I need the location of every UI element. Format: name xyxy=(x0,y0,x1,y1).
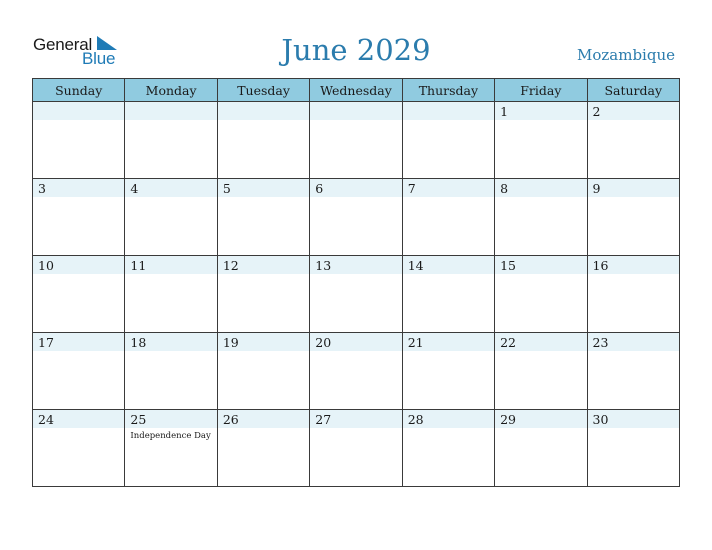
day-number: 17 xyxy=(38,335,54,350)
weekday-header: Thursday xyxy=(402,79,494,102)
week-row xyxy=(33,102,680,179)
day-number: 15 xyxy=(500,258,517,273)
day-cell xyxy=(495,102,587,179)
day-number: 6 xyxy=(315,181,324,196)
weekday-header: Tuesday xyxy=(217,79,309,102)
day-band xyxy=(33,179,124,197)
day-cell xyxy=(402,333,494,410)
day-cell xyxy=(310,410,402,487)
day-number: 2 xyxy=(592,104,601,119)
day-number: 18 xyxy=(130,335,147,350)
weekday-header: Monday xyxy=(125,79,217,102)
day-number: 29 xyxy=(500,412,517,427)
day-number: 23 xyxy=(592,335,609,350)
day-cell xyxy=(310,256,402,333)
day-cell xyxy=(217,179,309,256)
day-number: 12 xyxy=(222,258,239,273)
day-number: 14 xyxy=(407,258,424,273)
day-number: 8 xyxy=(500,181,509,196)
day-number: 1 xyxy=(500,104,509,119)
day-number: 26 xyxy=(222,412,239,427)
day-number: 11 xyxy=(130,258,147,273)
day-cell xyxy=(402,410,494,487)
day-cell xyxy=(217,102,309,179)
week-row xyxy=(33,333,680,410)
day-cell xyxy=(33,179,125,256)
page-title: June 2029 xyxy=(281,33,431,67)
day-band xyxy=(588,179,679,197)
day-cell xyxy=(587,179,679,256)
weekday-header: Friday xyxy=(495,79,587,102)
day-band xyxy=(310,102,401,120)
country-label: Mozambique xyxy=(577,46,675,64)
day-number: 24 xyxy=(38,412,54,427)
weekday-header: Sunday xyxy=(33,79,125,102)
day-number: 27 xyxy=(315,412,332,427)
day-number: 20 xyxy=(315,335,332,350)
day-cell xyxy=(33,333,125,410)
day-number: 21 xyxy=(407,335,424,350)
day-band xyxy=(588,102,679,120)
day-number: 16 xyxy=(592,258,609,273)
day-cell xyxy=(125,102,217,179)
day-cell xyxy=(495,179,587,256)
day-cell xyxy=(587,256,679,333)
week-row xyxy=(33,179,680,256)
holiday-label: Independence Day xyxy=(130,431,211,441)
day-number: 13 xyxy=(315,258,332,273)
weekday-header: Saturday xyxy=(587,79,679,102)
logo-text-general: General xyxy=(33,35,93,54)
day-cell xyxy=(33,102,125,179)
day-number: 3 xyxy=(38,181,46,196)
day-number: 5 xyxy=(222,181,231,196)
day-band xyxy=(125,102,216,120)
day-cell xyxy=(33,410,125,487)
day-cell xyxy=(587,102,679,179)
day-number: 30 xyxy=(592,412,609,427)
day-cell xyxy=(495,410,587,487)
calendar-grid xyxy=(32,78,680,487)
day-cell xyxy=(587,333,679,410)
weekday-header-row xyxy=(33,79,680,102)
day-cell xyxy=(495,333,587,410)
week-row xyxy=(33,410,680,487)
day-number: 19 xyxy=(222,335,239,350)
week-row xyxy=(33,256,680,333)
day-band xyxy=(310,179,401,197)
day-cell xyxy=(125,410,217,487)
day-band xyxy=(125,179,216,197)
day-band xyxy=(218,102,309,120)
day-cell xyxy=(217,256,309,333)
day-cell xyxy=(217,333,309,410)
day-cell xyxy=(33,256,125,333)
weekday-header: Wednesday xyxy=(310,79,402,102)
day-band xyxy=(403,179,494,197)
day-band xyxy=(495,179,586,197)
day-number: 7 xyxy=(407,181,416,196)
day-cell xyxy=(402,179,494,256)
day-cell xyxy=(310,102,402,179)
day-band xyxy=(218,179,309,197)
logo-text-blue: Blue xyxy=(82,49,116,68)
day-number: 9 xyxy=(592,181,601,196)
day-cell xyxy=(402,256,494,333)
day-cell xyxy=(217,410,309,487)
day-band xyxy=(33,102,124,120)
day-cell xyxy=(402,102,494,179)
day-number: 25 xyxy=(130,412,147,427)
day-number: 10 xyxy=(38,258,54,273)
day-cell xyxy=(495,256,587,333)
day-number: 22 xyxy=(500,335,517,350)
day-cell xyxy=(125,179,217,256)
day-cell xyxy=(125,333,217,410)
day-cell xyxy=(310,179,402,256)
day-number: 4 xyxy=(130,181,139,196)
day-band xyxy=(403,102,494,120)
day-cell xyxy=(125,256,217,333)
day-band xyxy=(495,102,586,120)
day-cell xyxy=(587,410,679,487)
day-number: 28 xyxy=(407,412,424,427)
day-cell xyxy=(310,333,402,410)
